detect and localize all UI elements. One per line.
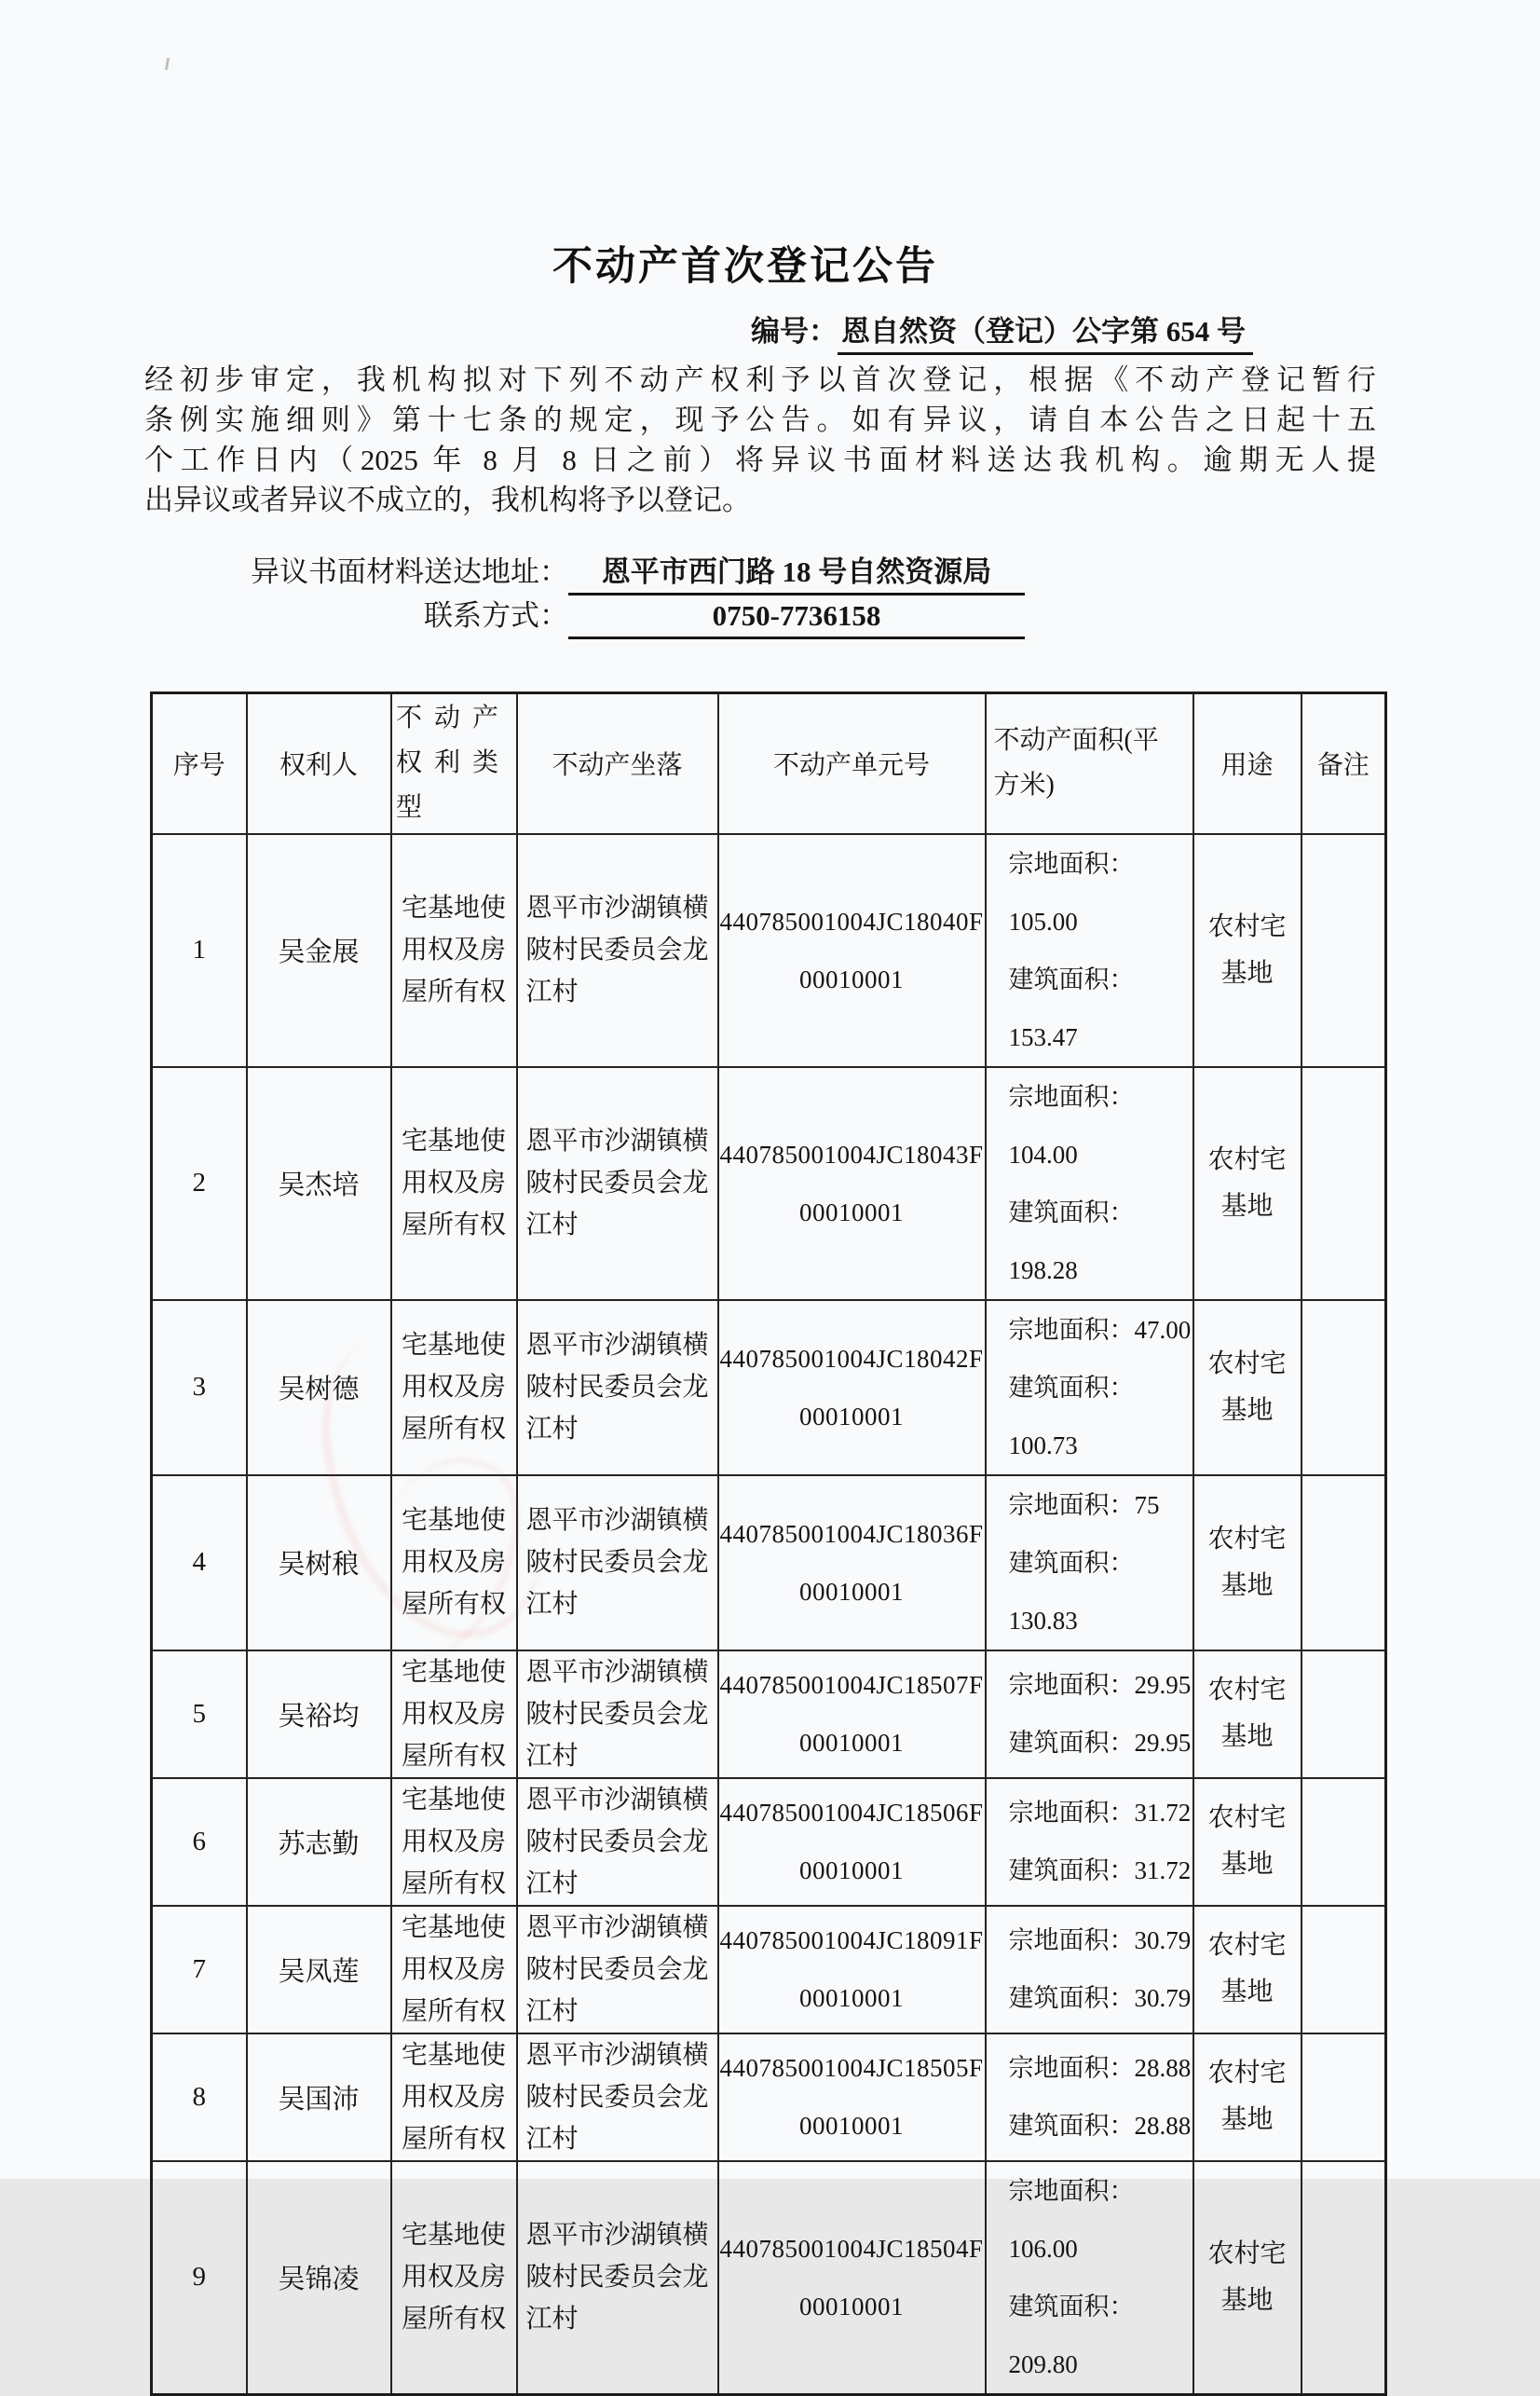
table-row	[152, 2033, 1386, 2161]
cell-holder: 吴锦凌	[247, 2161, 391, 2395]
cell-usage: 农村宅基地	[1193, 2161, 1302, 2395]
cell-usage: 农村宅基地	[1193, 1475, 1302, 1650]
cell-location: 恩平市沙湖镇横陂村民委员会龙江村	[517, 1650, 718, 1778]
cell-location: 恩平市沙湖镇横陂村民委员会龙江村	[517, 834, 718, 1067]
header-usage: 用途	[1193, 693, 1302, 834]
cell-unit-no: 440785001004JC18040F 00010001	[718, 834, 986, 1067]
cell-area: 宗地面积：47.00 建筑面积：100.73	[986, 1300, 1193, 1475]
header-holder: 权利人	[247, 693, 391, 834]
cell-right-type: 宅基地使用权及房屋所有权	[391, 1475, 517, 1650]
cell-holder: 吴凤莲	[247, 1906, 391, 2033]
phone-value: 0750-7736158	[568, 597, 1025, 639]
cell-index: 4	[152, 1475, 247, 1650]
registration-table	[150, 691, 1387, 2396]
cell-index: 1	[152, 834, 247, 1067]
table-row	[152, 1067, 1386, 1300]
table-row	[152, 1650, 1386, 1778]
paragraph-line-3: 个工作日内（2025 年 8 月 8 日之前）将异议书面材料送达我机构。逾期无人提	[144, 444, 1376, 476]
cell-remark	[1302, 1650, 1386, 1778]
cell-unit-no: 440785001004JC18507F 00010001	[718, 1650, 986, 1778]
cell-holder: 吴树稂	[247, 1475, 391, 1650]
cell-usage: 农村宅基地	[1193, 1778, 1302, 1906]
cell-usage: 农村宅基地	[1193, 2033, 1302, 2161]
header-index: 序号	[152, 693, 247, 834]
cell-unit-no: 440785001004JC18042F 00010001	[718, 1300, 986, 1475]
cell-holder: 吴树德	[247, 1300, 391, 1475]
cell-remark	[1302, 2033, 1386, 2161]
table-row	[152, 1906, 1386, 2033]
table-header-row	[152, 693, 1386, 834]
cell-holder: 苏志勤	[247, 1778, 391, 1906]
scan-speck-artifact	[165, 58, 170, 70]
cell-holder: 吴国沛	[247, 2033, 391, 2161]
header-right-type: 不动产权利类型	[391, 693, 517, 834]
cell-index: 2	[152, 1067, 247, 1300]
cell-right-type: 宅基地使用权及房屋所有权	[391, 1067, 517, 1300]
doc-number-label: 编号：	[751, 315, 838, 348]
header-area: 不动产面积(平方米)	[986, 693, 1193, 834]
header-unit-no: 不动产单元号	[718, 693, 986, 834]
cell-holder: 吴杰培	[247, 1067, 391, 1300]
cell-right-type: 宅基地使用权及房屋所有权	[391, 1778, 517, 1906]
cell-unit-no: 440785001004JC18043F 00010001	[718, 1067, 986, 1300]
cell-unit-no: 440785001004JC18091F 00010001	[718, 1906, 986, 2033]
cell-location: 恩平市沙湖镇横陂村民委员会龙江村	[517, 1475, 718, 1650]
cell-holder: 吴裕均	[247, 1650, 391, 1778]
header-remark: 备注	[1302, 693, 1386, 834]
cell-holder: 吴金展	[247, 834, 391, 1067]
cell-right-type: 宅基地使用权及房屋所有权	[391, 1906, 517, 2033]
cell-area: 宗地面积：106.00 建筑面积：209.80	[986, 2161, 1193, 2395]
cell-area: 宗地面积：31.72 建筑面积：31.72	[986, 1778, 1193, 1906]
table-row	[152, 2161, 1386, 2395]
cell-remark	[1302, 1906, 1386, 2033]
phone-label: 联系方式：	[424, 599, 568, 632]
cell-area: 宗地面积：29.95 建筑面积：29.95	[986, 1650, 1193, 1778]
doc-number-value: 恩自然资（登记）公字第 654 号	[838, 315, 1253, 355]
paragraph-line-2: 条例实施细则》第十七条的规定，现予公告。如有异议，请自本公告之日起十五	[144, 404, 1376, 436]
cell-unit-no: 440785001004JC18506F 00010001	[718, 1778, 986, 1906]
cell-remark	[1302, 1475, 1386, 1650]
cell-unit-no: 440785001004JC18036F 00010001	[718, 1475, 986, 1650]
cell-unit-no: 440785001004JC18505F 00010001	[718, 2033, 986, 2161]
cell-right-type: 宅基地使用权及房屋所有权	[391, 1300, 517, 1475]
doc-number-line	[751, 308, 1253, 349]
cell-usage: 农村宅基地	[1193, 834, 1302, 1067]
cell-usage: 农村宅基地	[1193, 1300, 1302, 1475]
paragraph-line-1: 经初步审定，我机构拟对下列不动产权利予以首次登记，根据《不动产登记暂行	[144, 363, 1376, 396]
cell-index: 3	[152, 1300, 247, 1475]
table-row	[152, 834, 1386, 1067]
cell-area: 宗地面积：104.00 建筑面积：198.28	[986, 1067, 1193, 1300]
cell-usage: 农村宅基地	[1193, 1650, 1302, 1778]
page-title: 不动产首次登记公告	[552, 244, 938, 289]
cell-location: 恩平市沙湖镇横陂村民委员会龙江村	[517, 1300, 718, 1475]
cell-location: 恩平市沙湖镇横陂村民委员会龙江村	[517, 1067, 718, 1300]
address-label: 异议书面材料送达地址：	[251, 555, 568, 588]
cell-area: 宗地面积：105.00 建筑面积：153.47	[986, 834, 1193, 1067]
cell-right-type: 宅基地使用权及房屋所有权	[391, 1650, 517, 1778]
cell-index: 8	[152, 2033, 247, 2161]
cell-right-type: 宅基地使用权及房屋所有权	[391, 2161, 517, 2395]
cell-usage: 农村宅基地	[1193, 1906, 1302, 2033]
cell-right-type: 宅基地使用权及房屋所有权	[391, 834, 517, 1067]
paragraph-line-4: 出异议或者异议不成立的，我机构将予以登记。	[144, 484, 751, 516]
cell-remark	[1302, 2161, 1386, 2395]
table-row	[152, 1300, 1386, 1475]
cell-index: 6	[152, 1778, 247, 1906]
cell-index: 9	[152, 2161, 247, 2395]
cell-location: 恩平市沙湖镇横陂村民委员会龙江村	[517, 2161, 718, 2395]
cell-area: 宗地面积：28.88 建筑面积：28.88	[986, 2033, 1193, 2161]
cell-remark	[1302, 834, 1386, 1067]
header-location: 不动产坐落	[517, 693, 718, 834]
cell-index: 5	[152, 1650, 247, 1778]
cell-right-type: 宅基地使用权及房屋所有权	[391, 2033, 517, 2161]
table-row	[152, 1778, 1386, 1906]
cell-area: 宗地面积：75 建筑面积：130.83	[986, 1475, 1193, 1650]
announcement-paragraph	[144, 360, 1376, 520]
cell-area: 宗地面积：30.79 建筑面积：30.79	[986, 1906, 1193, 2033]
cell-unit-no: 440785001004JC18504F 00010001	[718, 2161, 986, 2395]
contact-block	[144, 554, 1025, 641]
cell-usage: 农村宅基地	[1193, 1067, 1302, 1300]
cell-location: 恩平市沙湖镇横陂村民委员会龙江村	[517, 2033, 718, 2161]
cell-remark	[1302, 1300, 1386, 1475]
address-value: 恩平市西门路 18 号自然资源局	[568, 554, 1025, 596]
cell-location: 恩平市沙湖镇横陂村民委员会龙江村	[517, 1906, 718, 2033]
cell-remark	[1302, 1778, 1386, 1906]
cell-index: 7	[152, 1906, 247, 2033]
cell-remark	[1302, 1067, 1386, 1300]
table-row	[152, 1475, 1386, 1650]
address-row	[144, 554, 1025, 597]
cell-location: 恩平市沙湖镇横陂村民委员会龙江村	[517, 1778, 718, 1906]
phone-row	[144, 597, 1025, 641]
